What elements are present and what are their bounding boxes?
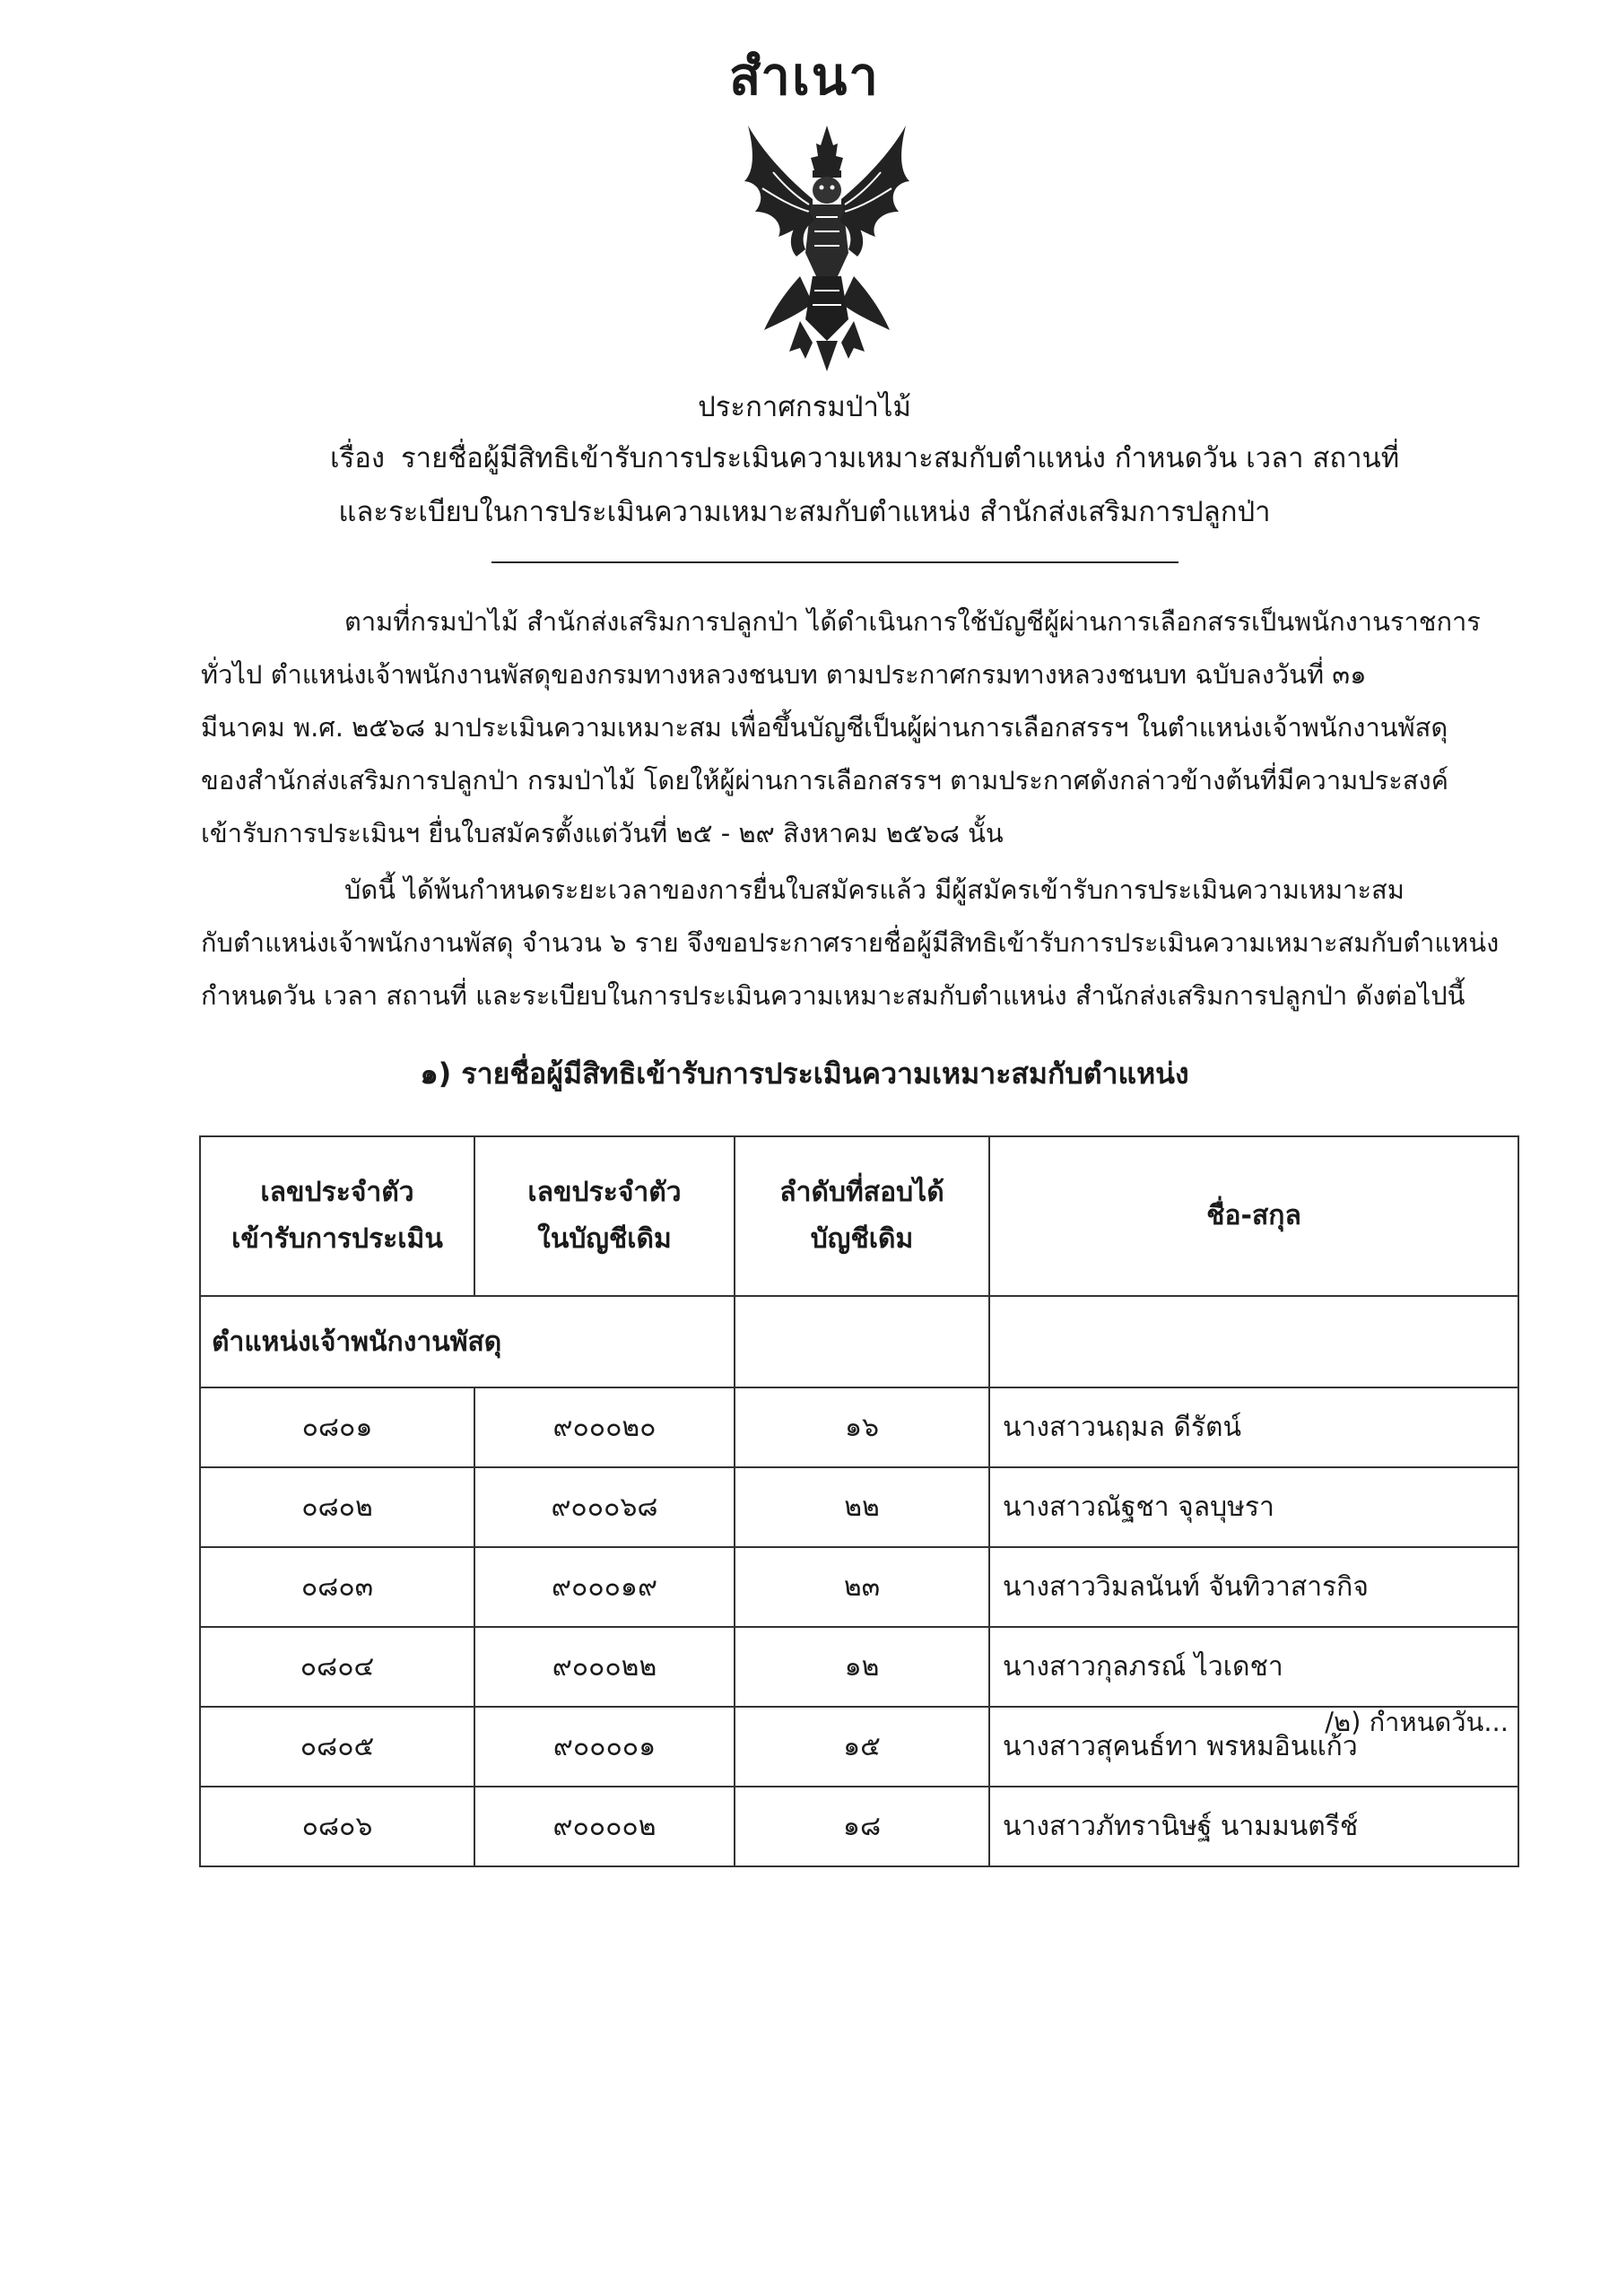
paragraph-line: ตามที่กรมป่าไม้ สำนักส่งเสริมการปลูกป่า ได้ดำเนินการใช้บัญชีผู้ผ่านการเลือกสรรเป็นพนักงานราชการ: [344, 606, 1481, 637]
table-row: [200, 1707, 1518, 1787]
rank-cell: ๑๕: [735, 1707, 989, 1787]
subject-text: รายชื่อผู้มีสิทธิเข้ารับการประเมินความเหมาะสมกับตำแหน่ง กำหนดวัน เวลา สถานที่: [401, 442, 1400, 474]
table-row: [200, 1787, 1518, 1866]
subject-line: [330, 435, 1399, 480]
rank-cell: ๒๓: [735, 1547, 989, 1627]
column-header-orig-id: [474, 1136, 735, 1296]
rank-cell: ๑๒: [735, 1627, 989, 1707]
eval-id-cell: ๐๘๐๒: [200, 1467, 474, 1547]
paragraph-line: เข้ารับการประเมินฯ ยื่นใบสมัครตั้งแต่วันที่ ๒๕ - ๒๙ สิงหาคม ๒๕๖๘ นั้น: [201, 818, 1004, 848]
column-header-line: เลขประจำตัว: [260, 1177, 414, 1208]
paragraph-1: [201, 596, 1510, 860]
rank-cell: ๑๖: [735, 1387, 989, 1467]
orig-id-cell: ๙๐๐๐๐๑: [474, 1707, 735, 1787]
name-cell: นางสาวณัฐชา จุลบุษรา: [989, 1467, 1518, 1547]
table-row: [200, 1627, 1518, 1707]
continuation-note: /๒) กำหนดวัน...: [1325, 1707, 1509, 1737]
section-heading: ๑) รายชื่อผู้มีสิทธิเข้ารับการประเมินความเหมาะสมกับตำแหน่ง: [420, 1057, 1189, 1091]
paragraph-line: ของสำนักส่งเสริมการปลูกป่า กรมป่าไม้ โดยให้ผู้ผ่านการเลือกสรรฯ ตามประกาศดังกล่าวข้างต้นที่มีความประสงค์: [201, 765, 1449, 796]
orig-id-cell: ๙๐๐๐๑๙: [474, 1547, 735, 1627]
paragraph-line: ทั่วไป ตำแหน่งเจ้าพนักงานพัสดุของกรมทางหลวงชนบท ตามประกาศกรมทางหลวงชนบท ฉบับลงวันที่ ๓๑: [201, 659, 1367, 690]
column-header-line: เข้ารับการประเมิน: [231, 1223, 443, 1255]
column-header-name: [989, 1136, 1518, 1296]
agency-heading: ประกาศกรมป่าไม้: [698, 391, 911, 423]
heading-divider: [491, 561, 1178, 563]
eval-id-cell: ๐๘๐๑: [200, 1387, 474, 1467]
table-header-row: [200, 1136, 1518, 1296]
eval-id-cell: ๐๘๐๔: [200, 1627, 474, 1707]
copy-stamp: สำเนา: [728, 46, 880, 107]
orig-id-cell: ๙๐๐๐๒๐: [474, 1387, 735, 1467]
name-cell: นางสาวกุลภรณ์ ไวเดชา: [989, 1627, 1518, 1707]
paragraph-line: กับตำแหน่งเจ้าพนักงานพัสดุ จำนวน ๖ ราย จึงขอประกาศรายชื่อผู้มีสิทธิเข้ารับการประเมินความเหมาะสมกับตำแหน่ง: [201, 927, 1500, 958]
name-cell: นางสาวภัทรานิษฐ์ นามมนตรีช์: [989, 1787, 1518, 1866]
table-group-row: [200, 1296, 1518, 1387]
eval-id-cell: ๐๘๐๓: [200, 1547, 474, 1627]
column-header-rank: [735, 1136, 989, 1296]
column-header-eval-id: [200, 1136, 474, 1296]
rank-cell: ๒๒: [735, 1467, 989, 1547]
paragraph-2: [201, 864, 1510, 1022]
candidate-table: [199, 1135, 1519, 1867]
eval-id-cell: ๐๘๐๖: [200, 1787, 474, 1866]
garuda-emblem-icon: [737, 118, 917, 378]
column-header-line: ในบัญชีเดิม: [537, 1223, 672, 1255]
subject-label: เรื่อง: [330, 442, 386, 474]
eval-id-cell: ๐๘๐๕: [200, 1707, 474, 1787]
column-header-line: ลำดับที่สอบได้: [779, 1177, 944, 1208]
name-cell: นางสาวสุคนธ์ทา พรหมอินแก้ว: [989, 1707, 1518, 1787]
paragraph-line: มีนาคม พ.ศ. ๒๕๖๘ มาประเมินความเหมาะสม เพื่อขึ้นบัญชีเป็นผู้ผ่านการเลือกสรรฯ ในตำแหน่งเจ้าพนักงานพัสดุ: [201, 712, 1448, 743]
table-cell: [735, 1296, 989, 1387]
rank-cell: ๑๘: [735, 1787, 989, 1866]
column-header-line: เลขประจำตัว: [527, 1177, 682, 1208]
orig-id-cell: ๙๐๐๐๖๘: [474, 1467, 735, 1547]
orig-id-cell: ๙๐๐๐๐๒: [474, 1787, 735, 1866]
paragraph-line: กำหนดวัน เวลา สถานที่ และระเบียบในการประเมินความเหมาะสมกับตำแหน่ง สำนักส่งเสริมการปลูกป่า ดังต่อไปนี้: [201, 980, 1465, 1011]
column-header-line: บัญชีเดิม: [810, 1223, 914, 1255]
table-row: [200, 1387, 1518, 1467]
table-cell: [989, 1296, 1518, 1387]
table-row: [200, 1547, 1518, 1627]
group-label: ตำแหน่งเจ้าพนักงานพัสดุ: [200, 1296, 735, 1387]
name-cell: นางสาวนฤมล ดีรัตน์: [989, 1387, 1518, 1467]
table-row: [200, 1467, 1518, 1547]
orig-id-cell: ๙๐๐๐๒๒: [474, 1627, 735, 1707]
column-header-line: ชื่อ-สกุล: [1206, 1200, 1301, 1231]
paragraph-line: บัดนี้ ได้พ้นกำหนดระยะเวลาของการยื่นใบสมัครแล้ว มีผู้สมัครเข้ารับการประเมินความเหมาะสม: [344, 874, 1405, 905]
subject-line-2: และระเบียบในการประเมินความเหมาะสมกับตำแหน่ง สำนักส่งเสริมการปลูกป่า: [338, 496, 1271, 528]
name-cell: นางสาววิมลนันท์ จันทิวาสารกิจ: [989, 1547, 1518, 1627]
